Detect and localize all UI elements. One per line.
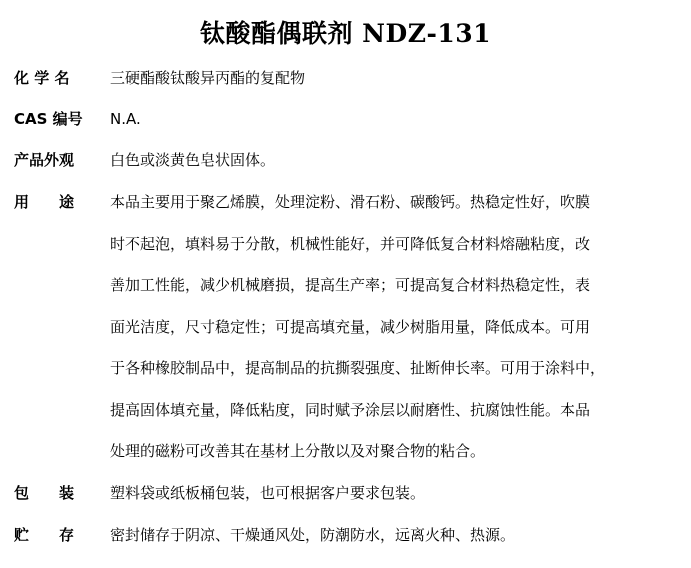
- usage-paragraph: [110, 192, 630, 483]
- document-title: 钛酸酯偶联剂 NDZ-131: [199, 19, 492, 48]
- packaging-label: 包 装: [14, 484, 75, 502]
- packaging-value: 塑料袋或纸板桶包装，也可根据客户要求包装。: [110, 484, 426, 502]
- storage-label: 贮 存: [14, 526, 75, 544]
- appearance-label: 产品外观: [14, 151, 75, 169]
- chemical-name-value: 三硬酯酸钛酸异丙酯的复配物: [110, 69, 306, 87]
- usage-line: 于各种橡胶制品中，提高制品的抗撕裂强度、扯断伸长率。可用于涂料中，: [110, 359, 606, 377]
- usage-line: 面光洁度，尺寸稳定性；可提高填充量，减少树脂用量，降低成本。可用: [110, 317, 591, 336]
- usage-line: 提高固体填充量，降低粘度，同时赋予涂层以耐磨性、抗腐蚀性能。本品: [110, 400, 591, 419]
- cas-label: CAS 编号: [14, 110, 83, 128]
- usage-label: 用 途: [14, 193, 75, 211]
- chemical-name-label: 化 学 名: [14, 69, 70, 87]
- usage-line: 处理的磁粉可改善其在基材上分散以及对聚合物的粘合。: [110, 442, 486, 460]
- appearance-value: 白色或淡黄色皂状固体。: [110, 151, 276, 169]
- storage-value: 密封储存于阴凉、干燥通风处，防潮防水，远离火种、热源。: [110, 526, 516, 544]
- usage-line: 善加工性能，减少机械磨损，提高生产率；可提高复合材料热稳定性，表: [110, 276, 591, 294]
- usage-line: 本品主要用于聚乙烯膜，处理淀粉、滑石粉、碳酸钙。热稳定性好，吹膜: [110, 193, 591, 211]
- usage-line: 时不起泡，填料易于分散，机械性能好，并可降低复合材料熔融粘度，改: [110, 234, 591, 253]
- cas-value: N.A.: [110, 110, 141, 128]
